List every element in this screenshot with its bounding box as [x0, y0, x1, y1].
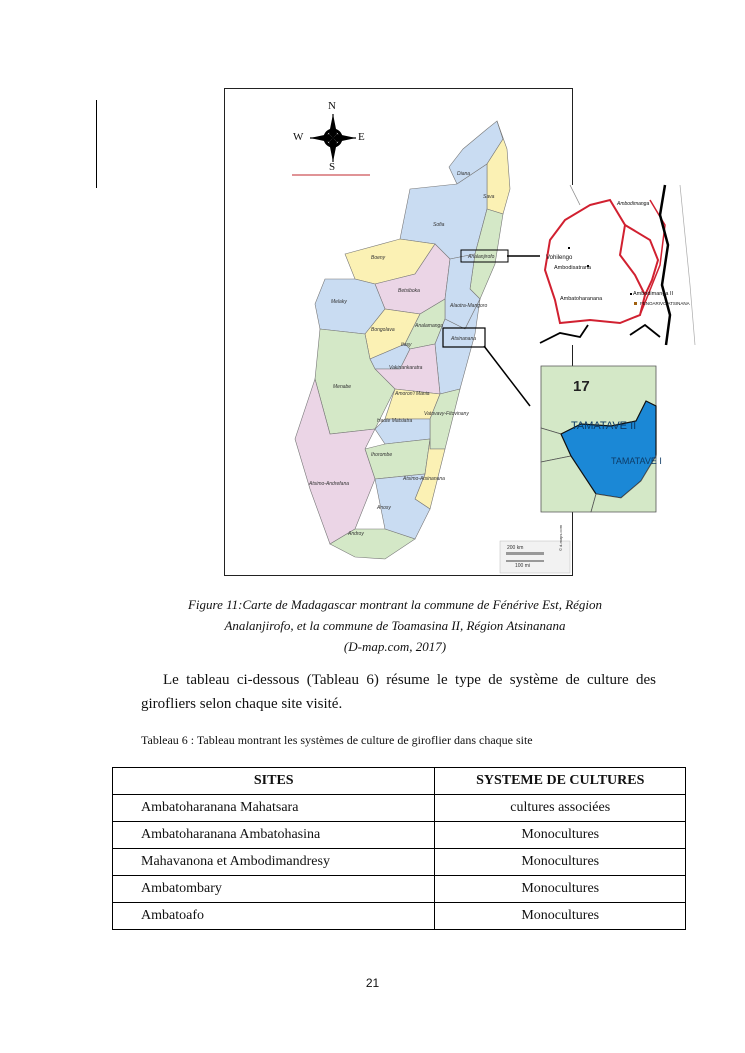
table-row [113, 849, 686, 876]
table-row [113, 903, 686, 930]
label-vakinankaratra: Vakinankaratra [389, 365, 423, 371]
scale-mi-label: 100 mi [515, 563, 531, 569]
cell-site: Ambatoafo [113, 903, 435, 930]
header-sites: SITES [113, 768, 435, 795]
label-atsimo-andrefana: Atsimo-Andrefana [309, 481, 350, 487]
caption-line-1: Figure 11:Carte de Madagascar montrant la commune de Fénérive Est, Région [187, 597, 603, 612]
sites-table [112, 767, 686, 930]
cell-system: Monocultures [435, 903, 686, 930]
inset-toamasina [541, 366, 662, 512]
caption-line-2: Analanjirofo, et la commune de Toamasina II, Région Atsinanana [224, 618, 566, 633]
table-row [113, 822, 686, 849]
table-row [113, 795, 686, 822]
label-itasy: Itasy [401, 342, 412, 348]
cell-site: Mahavanona et Ambodimandresy [113, 849, 435, 876]
label-bongolava: Bongolava [371, 327, 395, 333]
inset-label-tamatave-i: TAMATAVE I [611, 456, 662, 466]
inset-label-fenoarivo: FENOARIVO ATSINANA [640, 301, 690, 306]
label-betsiboka: Betsiboka [398, 288, 420, 294]
cell-system: cultures associées [435, 795, 686, 822]
label-anosy: Anosy [377, 505, 391, 511]
table-header-row [113, 768, 686, 795]
inset-toamasina-map [541, 366, 656, 512]
label-atsimo-atsinanana: Atsimo-Atsinanana [403, 476, 445, 482]
caption-line-3: (D-map.com, 2017) [343, 639, 447, 654]
inset-label-ambodisatrana: Ambodisatrana [554, 265, 591, 271]
label-alaotra: Alaotra-Mangoro [450, 303, 488, 309]
label-diana: Diana [457, 171, 471, 177]
page-number: 21 [365, 976, 380, 990]
label-ihorombe: Ihorombe [371, 452, 393, 458]
header-systeme: SYSTEME DE CULTURES [435, 768, 686, 795]
label-analanjirofo: Analanjirofo [468, 254, 495, 260]
inset-fenerive [540, 185, 705, 345]
source-mark: © d-maps.com [558, 524, 563, 551]
label-melaky: Melaky [331, 299, 347, 305]
scale-km-label: 200 km [507, 545, 524, 551]
compass-w: W [293, 131, 304, 143]
compass-s: S [329, 161, 336, 173]
cell-site: Ambatoharanana Mahatsara [113, 795, 435, 822]
cell-site: Ambatombary [113, 876, 435, 903]
label-sofia: Sofia [433, 222, 445, 228]
label-haute-matsiatra: Haute Matsiatra [377, 418, 413, 424]
inset-label-ambodimanga-ii: Ambodimanga II [633, 291, 674, 297]
label-vatovavy: Vatovavy-Fitovinany [424, 411, 469, 417]
compass-n: N [328, 100, 336, 112]
cell-site: Ambatoharanana Ambatohasina [113, 822, 435, 849]
inset-label-vohilengo: Vohilengo [546, 255, 573, 261]
label-amoron-i-mania: Amoron'i Mania [395, 391, 430, 397]
inset-label-tamatave-ii: TAMATAVE II [571, 420, 637, 432]
body-paragraph: Le tableau ci-dessous (Tableau 6) résume le type de système de culture des girofliers selon chaque site visité. [141, 672, 656, 712]
compass-e: E [358, 131, 365, 143]
inset-label-ambodimanga: Ambodimanga [617, 201, 650, 207]
cell-system: Monocultures [435, 849, 686, 876]
label-analamanga: Analamanga [415, 323, 444, 329]
inset-label-ambatoharanana: Ambatoharanana [560, 296, 603, 302]
cell-system: Monocultures [435, 822, 686, 849]
table-title: Tableau 6 : Tableau montrant les systèmes de culture de giroflier dans chaque site [141, 733, 533, 747]
table-row [113, 876, 686, 903]
inset-number: 17 [573, 378, 590, 395]
label-sava: Sava [483, 194, 495, 200]
label-atsinanana: Atsinanana [451, 336, 477, 342]
figure-caption [130, 594, 660, 657]
label-menabe: Menabe [333, 384, 352, 390]
cell-system: Monocultures [435, 876, 686, 903]
label-boeny: Boeny [371, 255, 386, 261]
label-androy: Androy [348, 531, 364, 537]
